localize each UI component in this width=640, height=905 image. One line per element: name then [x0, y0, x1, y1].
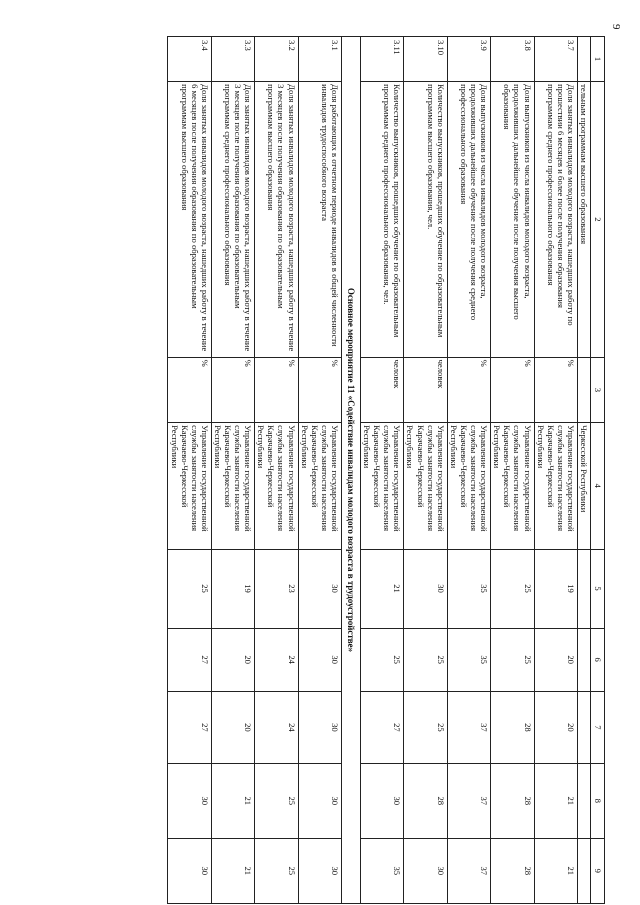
cell-value-5: 25: [168, 549, 211, 628]
cell-value: [577, 549, 590, 628]
cell-indicator: Количество выпускников, прошедших обучение по образовательным программам среднего профессионального образования, чел.: [361, 82, 404, 357]
cell-value-6: 30: [298, 628, 341, 691]
cell-value-6: 20: [534, 628, 577, 691]
cell-value-9: 25: [255, 838, 298, 904]
rotated-table-container: [57, 36, 605, 904]
table-row: [534, 37, 577, 904]
col-header-2: 2: [591, 82, 605, 357]
cell-value-7: 20: [211, 691, 254, 763]
cell-indicator: Количество выпускников, прошедших обучение по образовательным программам высшего образования, чел.: [404, 82, 447, 357]
cell-value-9: 30: [298, 838, 341, 904]
cell-unit: %: [168, 357, 211, 422]
cell-indicator: Доля занятых инвалидов молодого возраста, нашедших работу в течение 3 месяцев после получения образования по образовательным программам среднего профессионального образования: [211, 82, 254, 357]
cell-num: 3.11: [361, 37, 404, 82]
cell-value-9: 28: [491, 838, 534, 904]
continuation-row: [577, 37, 590, 904]
cell-value-8: 21: [211, 764, 254, 839]
cell-num: 3.9: [447, 37, 490, 82]
col-header-5: 5: [591, 549, 605, 628]
cell-value-5: 23: [255, 549, 298, 628]
cell-value-6: 25: [491, 628, 534, 691]
cell-value: [577, 838, 590, 904]
cell-value-8: 30: [298, 764, 341, 839]
cell-value-9: 37: [447, 838, 490, 904]
cell-unit: %: [255, 357, 298, 422]
cell-value-8: 21: [534, 764, 577, 839]
cell-executor: Управление государственной службы занятости населения Карачаево-Черкесской Республики: [491, 423, 534, 549]
cell-indicator: Доля работающих в отчетном периоде инвалидов в общей численности инвалидов трудоспособного возраста: [298, 82, 341, 357]
cell-value-7: 20: [534, 691, 577, 763]
cell-value-8: 37: [447, 764, 490, 839]
cell-indicator: Доля занятых инвалидов молодого возраста, нашедших работу по прошествии 6 месяцев и более после получения образования программам среднего профессионального образования: [534, 82, 577, 357]
cell-value-5: 21: [361, 549, 404, 628]
cell-value-9: 30: [404, 838, 447, 904]
cell-value-9: 21: [211, 838, 254, 904]
cell-unit: [577, 357, 590, 422]
cell-value-7: 24: [255, 691, 298, 763]
table-row: [298, 37, 341, 904]
col-header-9: 9: [591, 838, 605, 904]
cell-indicator: тельным программам высшего образования: [577, 82, 590, 357]
cell-value-5: 30: [298, 549, 341, 628]
col-header-1: 1: [591, 37, 605, 82]
cell-indicator: Доля занятых инвалидов молодого возраста, нашедших работу в течение 6 месяцев после получения образования по образовательным программам высшего образования: [168, 82, 211, 357]
page-number: 9: [610, 24, 622, 30]
cell-value-8: 28: [404, 764, 447, 839]
cell-value-9: 21: [534, 838, 577, 904]
cell-num: 3.7: [534, 37, 577, 82]
cell-value: [577, 764, 590, 839]
cell-value: [577, 691, 590, 763]
cell-executor: Управление государственной службы занятости населения Карачаево-Черкесской Республики: [404, 423, 447, 549]
cell-value-8: 30: [168, 764, 211, 839]
cell-value-8: 25: [255, 764, 298, 839]
cell-value-9: 30: [168, 838, 211, 904]
table-row: [211, 37, 254, 904]
cell-num: 3.3: [211, 37, 254, 82]
cell-unit: %: [211, 357, 254, 422]
col-header-8: 8: [591, 764, 605, 839]
cell-value-6: 20: [211, 628, 254, 691]
cell-value-5: 30: [404, 549, 447, 628]
cell-value-7: 37: [447, 691, 490, 763]
cell-value-7: 25: [404, 691, 447, 763]
cell-value-9: 35: [361, 838, 404, 904]
cell-num: 3.2: [255, 37, 298, 82]
cell-num: [577, 37, 590, 82]
col-header-3: 3: [591, 357, 605, 422]
cell-value-5: 25: [491, 549, 534, 628]
table-row: [361, 37, 404, 904]
table-row: [255, 37, 298, 904]
cell-value-7: 27: [361, 691, 404, 763]
cell-value-7: 27: [168, 691, 211, 763]
table-row: [404, 37, 447, 904]
table-row: [168, 37, 211, 904]
cell-value-6: 35: [447, 628, 490, 691]
indicators-table: [167, 36, 605, 904]
cell-value-7: 30: [298, 691, 341, 763]
cell-value-8: 30: [361, 764, 404, 839]
col-header-7: 7: [591, 691, 605, 763]
cell-value-5: 35: [447, 549, 490, 628]
cell-num: 3.8: [491, 37, 534, 82]
cell-num: 3.10: [404, 37, 447, 82]
cell-unit: человек: [361, 357, 404, 422]
cell-unit: человек: [404, 357, 447, 422]
cell-value-5: 19: [211, 549, 254, 628]
cell-executor: Управление государственной службы занятости населения Карачаево-Черкесской Республики: [361, 423, 404, 549]
section-row: [341, 37, 360, 904]
cell-executor: Управление государственной службы занятости населения Карачаево-Черкесской Республики: [298, 423, 341, 549]
cell-unit: %: [491, 357, 534, 422]
cell-unit: %: [298, 357, 341, 422]
cell-value-6: 24: [255, 628, 298, 691]
cell-executor: Черкесской Республики: [577, 423, 590, 549]
cell-value-6: 25: [404, 628, 447, 691]
header-row: [591, 37, 605, 904]
cell-value-8: 28: [491, 764, 534, 839]
table-row: [447, 37, 490, 904]
section-title: Основное мероприятие 11 «Содействие инвалидам молодого возраста в трудоустройстве»: [341, 37, 360, 904]
cell-value-6: 27: [168, 628, 211, 691]
cell-unit: %: [534, 357, 577, 422]
col-header-4: 4: [591, 423, 605, 549]
cell-executor: Управление государственной службы занятости населения Карачаево-Черкесской Республики: [447, 423, 490, 549]
cell-executor: Управление государственной службы занятости населения Карачаево-Черкесской Республики: [255, 423, 298, 549]
col-header-6: 6: [591, 628, 605, 691]
cell-value-6: 25: [361, 628, 404, 691]
table-row: [491, 37, 534, 904]
cell-executor: Управление государственной службы занятости населения Карачаево-Черкесской Республики: [211, 423, 254, 549]
cell-indicator: Доля выпускников из числа инвалидов молодого возраста, продолживших дальнейшее обучение после получения среднего профессионального образования: [447, 82, 490, 357]
cell-indicator: Доля выпускников из числа инвалидов молодого возраста, продолживших дальнейшее обучение после получения высшего образования: [491, 82, 534, 357]
cell-num: 3.4: [168, 37, 211, 82]
cell-executor: Управление государственной службы занятости населения Карачаево-Черкесской Республики: [168, 423, 211, 549]
cell-unit: %: [447, 357, 490, 422]
cell-value-7: 28: [491, 691, 534, 763]
cell-num: 3.1: [298, 37, 341, 82]
cell-executor: Управление государственной службы занятости населения Карачаево-Черкесской Республики: [534, 423, 577, 549]
cell-value-5: 19: [534, 549, 577, 628]
cell-value: [577, 628, 590, 691]
cell-indicator: Доля занятых инвалидов молодого возраста, нашедших работу в течение 3 месяцев после получения образования по образовательным программам высшего образования: [255, 82, 298, 357]
